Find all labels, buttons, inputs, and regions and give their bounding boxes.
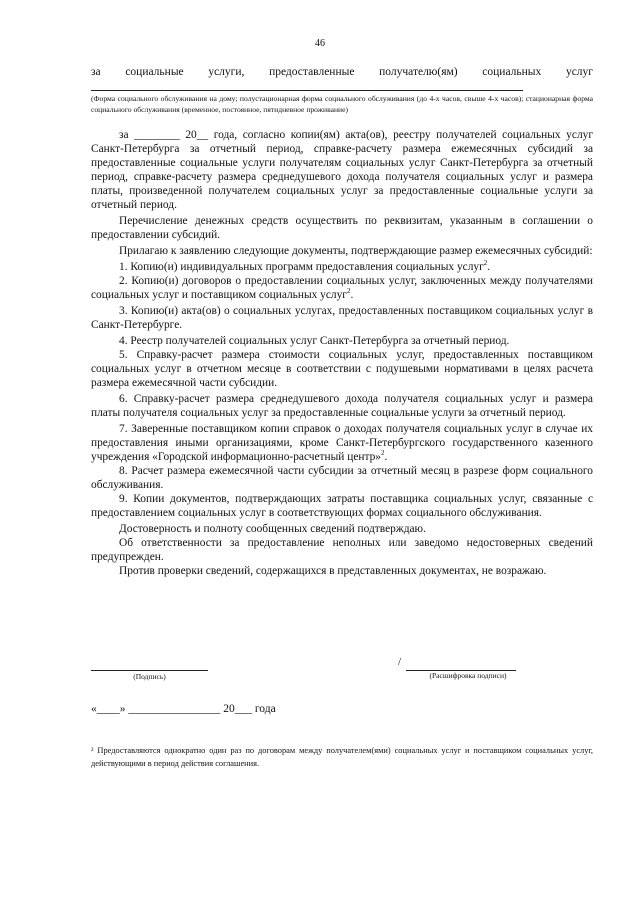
list-item: 9. Копии документов, подтверждающих затраты поставщика социальных услуг, связанные с предоставлением социальных услуг в соответствующих формах социального обслуживания. — [91, 493, 593, 519]
heading-word: за — [91, 66, 101, 78]
footnote-ref: 2 — [346, 287, 351, 296]
list-item: 6. Справку-расчет размера среднедушевого дохода получателя социальных услуг и размера платы получателя социальных услуг за предоставленные социальные услуги за отчетный период. — [91, 393, 593, 419]
signature-line — [91, 662, 208, 671]
list-item-end: . — [350, 289, 354, 301]
paragraph-responsibility: Об ответственности за предоставление неполных или заведомо недостоверных сведений предупрежден. — [91, 537, 593, 563]
paragraph-transfer: Перечисление денежных средств осуществить по реквизитам, указанным в соглашении о предоставлении субсидий. — [91, 215, 593, 241]
heading-word: получателю(ям) — [379, 66, 458, 78]
signature-caption: (Подпись) — [133, 672, 166, 681]
signature-block — [91, 662, 208, 681]
list-item — [91, 260, 593, 274]
list-item — [91, 274, 593, 302]
list-item-text: 1. Копию(и) индивидуальных программ предоставления социальных услуг — [119, 261, 484, 273]
footnote-ref: 2 — [381, 449, 385, 458]
paragraph-period: за ________ 20__ года, согласно копии(ям) акта(ов), реестру получателей социальных услуг Санкт-Петербурга за отчетный период, справке-расчету размера ежемесячных субсидий за предоставленные социальные услуги получателям социальных услуг Санкт-Петербурга за отчетный период, справке-расчету размера среднедушевого дохода получателя социальных услуг и размера платы, произведенной получателем социальных услуг за предоставленные социальные услуги за отчетный период. — [91, 129, 593, 211]
decoding-caption: (Расшифровка подписи) — [429, 671, 507, 680]
list-item-text: 2. Копию(и) договоров о предоставлении социальных услуг, заключенных между получателями социальных услуг и поставщиком социальных услуг — [91, 275, 593, 301]
list-item: 8. Расчет размера ежемесячной части субсидии за отчетный месяц в разрезе форм социального обслуживания. — [91, 465, 593, 491]
list-item-text: 7. Заверенные поставщиком копии справок о доходах получателя социальных услуг в случае их предоставления иными организациями, кроме Санкт-Петербургского государственного казенного учреждения «Городской информационно-расчетный центр» — [91, 423, 593, 463]
page-number: 46 — [315, 38, 325, 49]
signature-decoding-block — [398, 656, 516, 680]
heading-word: социальные — [125, 66, 184, 78]
decoding-line — [406, 662, 516, 671]
list-item — [91, 422, 593, 464]
list-item: 3. Копию(и) акта(ов) о социальных услугах, предоставленных поставщиком социальных услуг в Санкт-Петербурге. — [91, 305, 593, 331]
list-item: 4. Реестр получателей социальных услуг Санкт-Петербурга за отчетный период. — [119, 335, 510, 347]
slash-mark: / — [398, 656, 402, 668]
paragraph-attachments: Прилагаю к заявлению следующие документы, подтверждающие размер ежемесячных субсидий: — [119, 245, 593, 257]
document-body — [91, 128, 593, 578]
heading-word: услуг — [565, 66, 593, 78]
paragraph-confirmation: Достоверность и полноту сообщенных сведений подтверждаю. — [119, 523, 426, 535]
heading-word: услуги, — [208, 66, 245, 78]
list-item-end: . — [487, 261, 491, 273]
heading-line — [91, 66, 593, 78]
footnote-ref: 2 — [483, 259, 488, 268]
form-type-note: (Форма социального обслуживания на дому; полустационарная форма социального обслуживания (до 4-х часов, свыше 4-х часов); стационарная форма социального обслуживания (временное, постоянное, пятидневное проживание) — [91, 94, 593, 114]
heading-word: предоставленные — [269, 66, 355, 78]
paragraph-consent: Против проверки сведений, содержащихся в представленных документах, не возражаю. — [119, 565, 547, 577]
list-item-end: . — [384, 451, 388, 463]
footnote: ² Предоставляются однократно один раз по договорам между получателем(ями) социальных услуг и поставщиком социальных услуг, действующими в период действия соглашения. — [91, 746, 593, 768]
date-line: «____» ________________ 20___ года — [91, 703, 276, 715]
heading-word: социальных — [482, 66, 542, 78]
form-blank-line — [91, 90, 523, 91]
list-item: 5. Справку-расчет размера стоимости социальных услуг, предоставленных поставщиком социальных услуг в отчетном месяце в соответствии с подушевыми нормативами в целях расчета размера ежемесячной части субсидии. — [91, 349, 593, 389]
